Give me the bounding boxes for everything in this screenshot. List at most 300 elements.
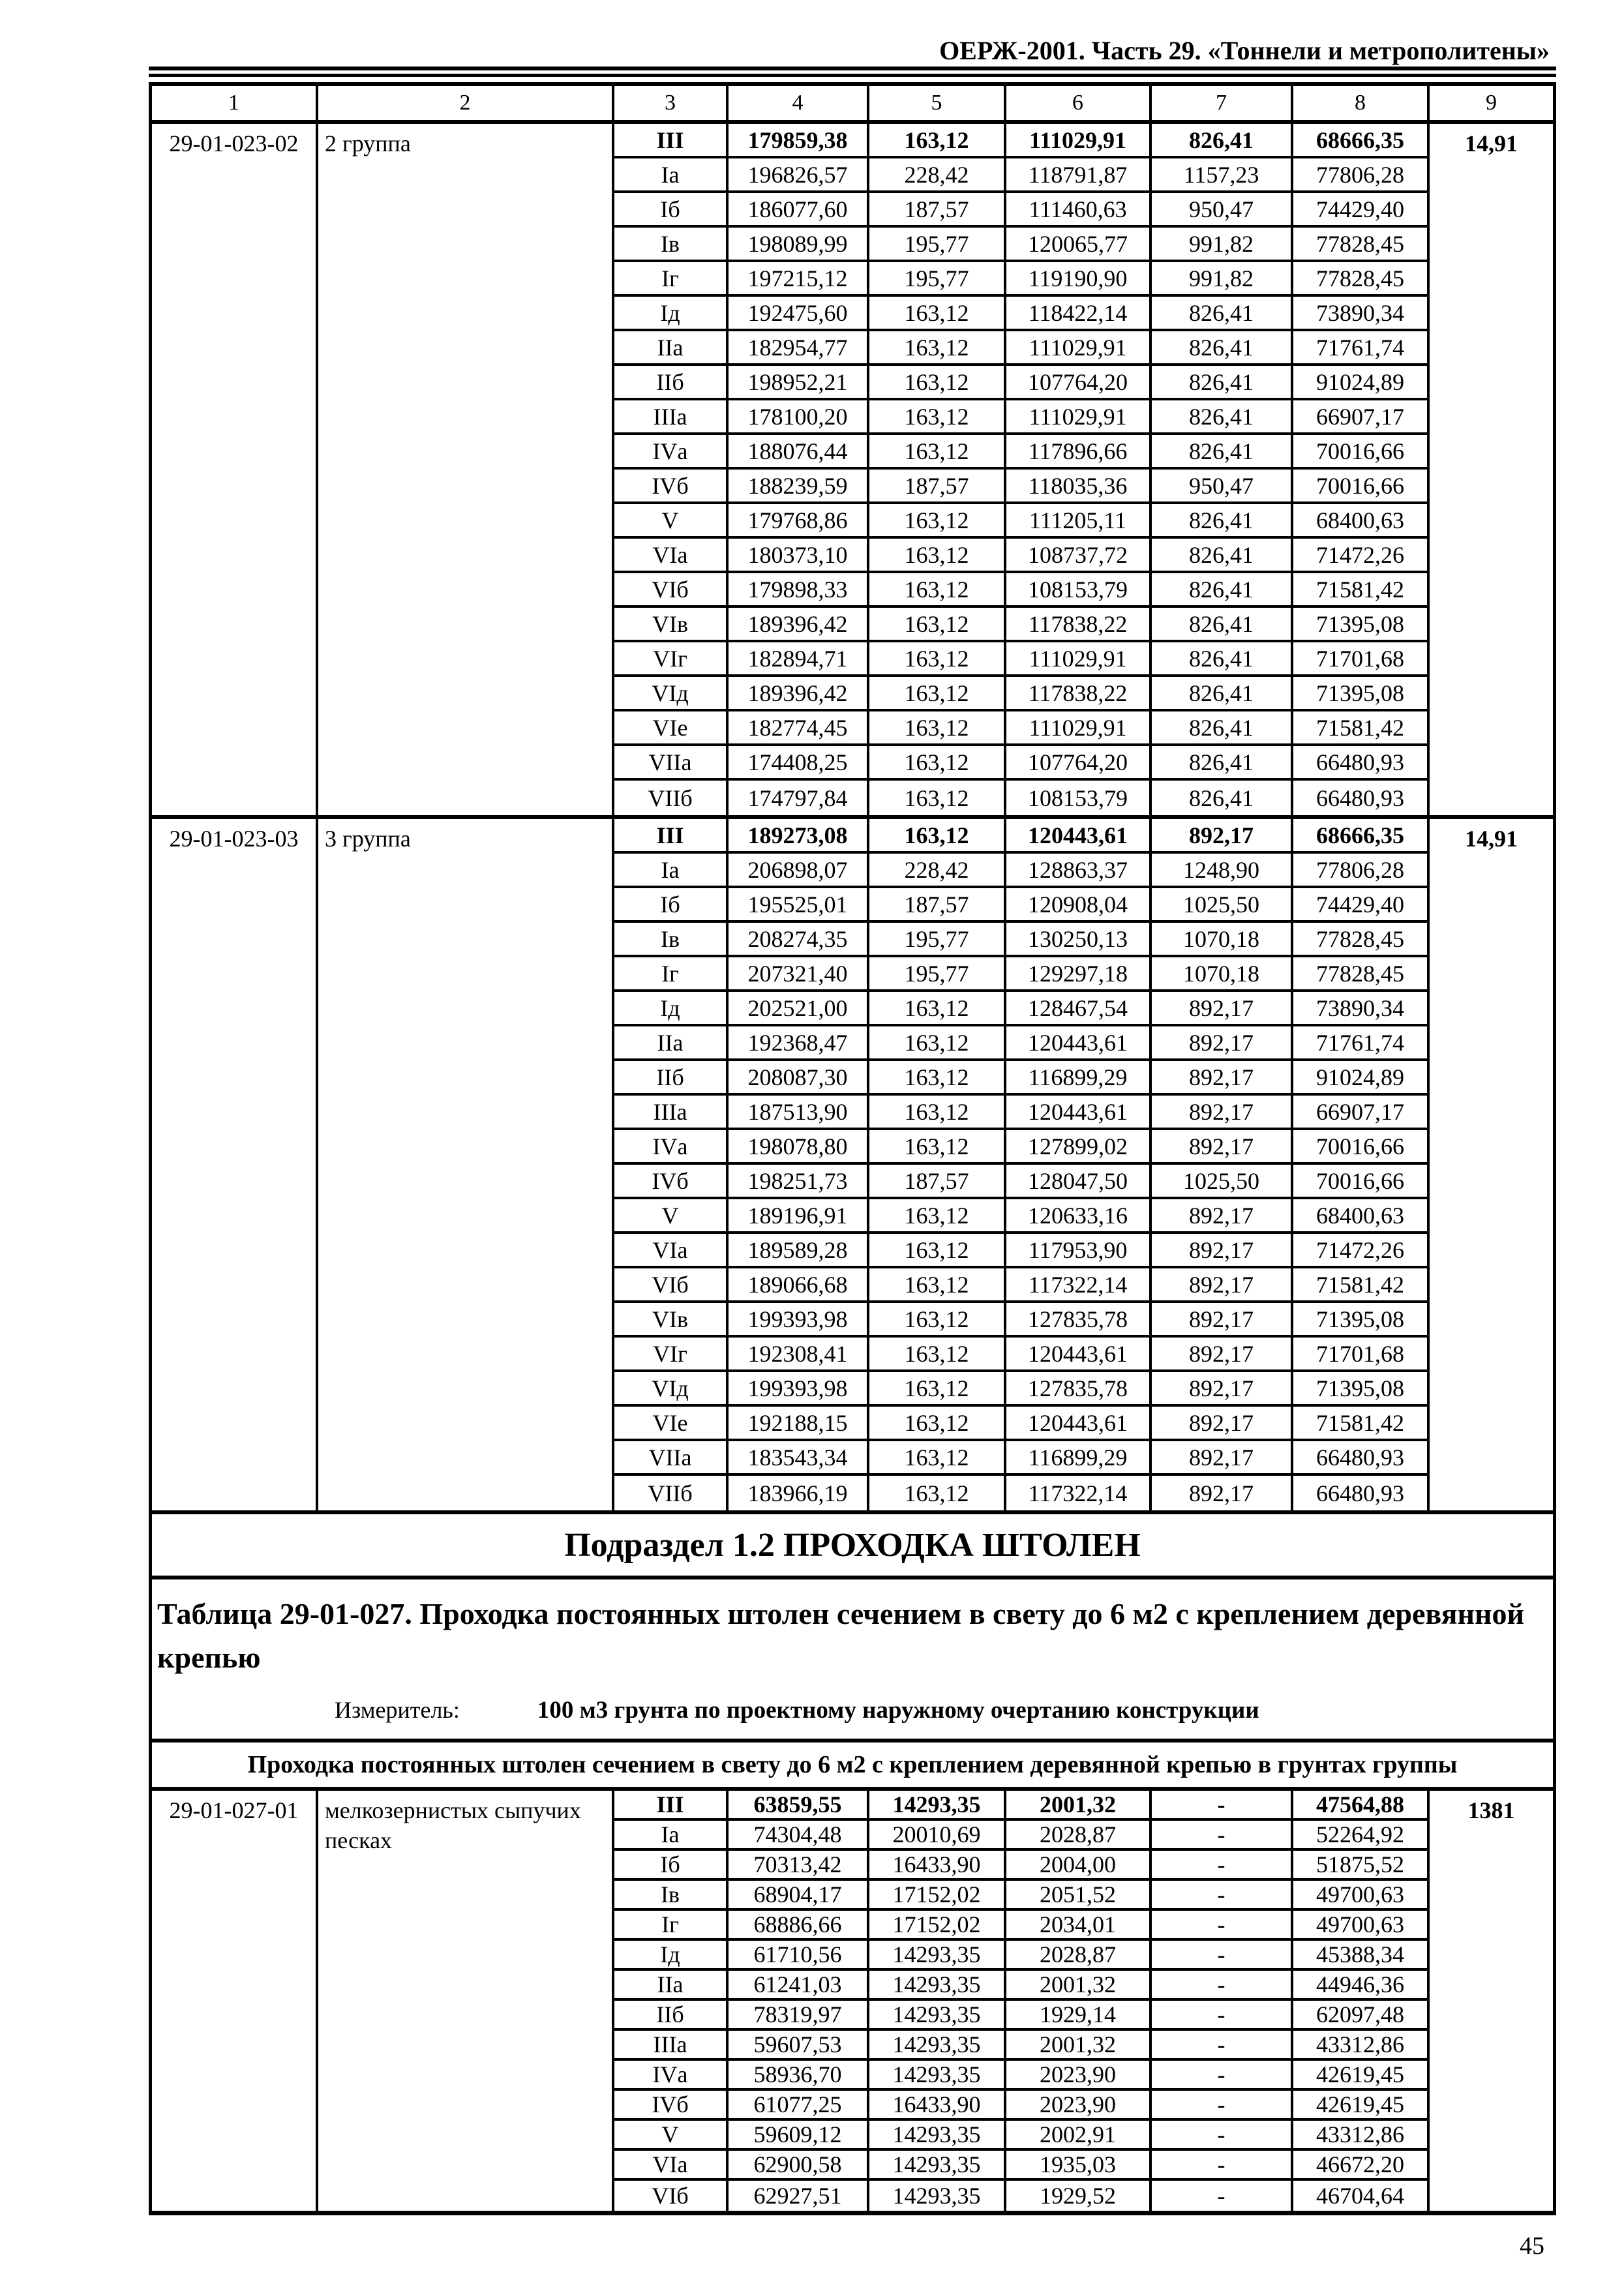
data-cell: 180373,10 [729,539,869,573]
data-cell: 187,57 [869,470,1006,504]
data-cell: 2028,87 [1006,1821,1152,1851]
column-header: 3 [614,86,729,120]
data-cell: 163,12 [869,746,1006,781]
data-cell: 179768,86 [729,504,869,539]
data-cell: IIб [614,366,729,400]
rate-block-29-01-027-01 [152,1791,1553,2211]
data-cell: 163,12 [869,1372,1006,1407]
data-cell: 59609,12 [729,2121,869,2151]
rate-block-29-01-023-03 [152,819,1553,1514]
data-cell: Iв [614,228,729,262]
data-cell: - [1152,2181,1293,2211]
data-cell: 189396,42 [729,608,869,642]
data-cell: 228,42 [869,854,1006,888]
data-cell: IVа [614,435,729,470]
data-cell: 66907,17 [1293,1096,1430,1130]
column-header-row [152,86,1553,124]
data-cell: - [1152,1851,1293,1881]
rate-description: мелкозернистых сыпучих песках [318,1791,614,2211]
rate-code: 29-01-023-03 [152,819,318,1510]
data-cell: 826,41 [1152,400,1293,435]
data-cell: 892,17 [1152,1338,1293,1372]
data-cell: III [614,1791,729,1821]
data-cell: 127899,02 [1006,1130,1152,1165]
data-cell: 189589,28 [729,1234,869,1268]
data-cell: 107764,20 [1006,366,1152,400]
data-cell: 111029,91 [1006,331,1152,366]
data-cell: 892,17 [1152,1441,1293,1476]
column-header: 2 [318,86,614,120]
data-cell: IIа [614,1026,729,1061]
data-cell: 120443,61 [1006,1026,1152,1061]
column-header: 4 [729,86,869,120]
data-cell: 61710,56 [729,1941,869,1971]
data-cell: 207321,40 [729,957,869,992]
data-cell: 14293,35 [869,2121,1006,2151]
rate-description: 2 группа [318,124,614,815]
data-cell: 16433,90 [869,1851,1006,1881]
data-cell: VIа [614,539,729,573]
data-cell: 77806,28 [1293,854,1430,888]
data-cell: 163,12 [869,1338,1006,1372]
data-cell: 163,12 [869,1407,1006,1441]
data-cell: 187,57 [869,193,1006,228]
data-cell: 117953,90 [1006,1234,1152,1268]
data-cell: 826,41 [1152,539,1293,573]
data-cell: IIIа [614,1096,729,1130]
data-cell: 130250,13 [1006,923,1152,957]
data-cell: 163,12 [869,1234,1006,1268]
data-cell: 17152,02 [869,1911,1006,1941]
data-cell: 892,17 [1152,1303,1293,1338]
data-cell: 44946,36 [1293,1971,1430,2001]
data-cell: 182774,45 [729,711,869,746]
data-cell: 17152,02 [869,1881,1006,1911]
data-cell: 182954,77 [729,331,869,366]
data-cell: 195,77 [869,923,1006,957]
data-cell: - [1152,1821,1293,1851]
data-cell: 1929,52 [1006,2181,1152,2211]
data-cell: 174408,25 [729,746,869,781]
data-cell: 183543,34 [729,1441,869,1476]
data-cell: 61241,03 [729,1971,869,2001]
data-cell: - [1152,1971,1293,2001]
data-cell: 826,41 [1152,331,1293,366]
data-cell: 163,12 [869,642,1006,677]
data-cell: 892,17 [1152,992,1293,1026]
data-cell: 1070,18 [1152,923,1293,957]
data-cell: 198089,99 [729,228,869,262]
data-cell: - [1152,1911,1293,1941]
data-cell: 2001,32 [1006,1791,1152,1821]
data-cell: 116899,29 [1006,1441,1152,1476]
data-cell: 950,47 [1152,470,1293,504]
data-cell: 826,41 [1152,124,1293,158]
column-header: 9 [1486,91,1497,115]
data-cell: 186077,60 [729,193,869,228]
data-cell: 68886,66 [729,1911,869,1941]
data-cell: - [1152,2151,1293,2181]
data-cell: 120908,04 [1006,888,1152,923]
data-cell: 108153,79 [1006,573,1152,608]
data-cell: - [1152,2091,1293,2121]
data-cell: 117322,14 [1006,1268,1152,1303]
data-cell: 163,12 [869,781,1006,815]
data-cell: 163,12 [869,435,1006,470]
data-cell: 117322,14 [1006,1476,1152,1510]
measure-value: 100 м3 грунта по проектному наружному очертанию конструкции [537,1697,1259,1724]
data-cell: 826,41 [1152,781,1293,815]
column-header: 7 [1152,86,1293,120]
table-title: Таблица 29-01-027. Проходка постоянных штолен сечением в свету до 6 м2 с креплением деревянной крепью [157,1597,1525,1674]
data-cell: 118035,36 [1006,470,1152,504]
data-cell: 199393,98 [729,1372,869,1407]
data-cell: 77806,28 [1293,158,1430,193]
rate-code: 29-01-027-01 [152,1791,318,2211]
data-cell: 2023,90 [1006,2061,1152,2091]
data-cell: Iб [614,1851,729,1881]
data-cell: 192475,60 [729,297,869,331]
data-cell: 892,17 [1152,819,1293,854]
data-cell: 198078,80 [729,1130,869,1165]
data-cell: 228,42 [869,158,1006,193]
data-cell: 197215,12 [729,262,869,297]
rule-line [149,67,1556,70]
data-cell: 120443,61 [1006,819,1152,854]
data-cell: 163,12 [869,573,1006,608]
data-cell: 117838,22 [1006,608,1152,642]
data-cell: VIа [614,1234,729,1268]
data-cell: 111029,91 [1006,711,1152,746]
data-cell: 198251,73 [729,1165,869,1199]
measure-label: Измеритель: [335,1697,460,1724]
data-cell: 111029,91 [1006,642,1152,677]
data-cell: 163,12 [869,539,1006,573]
data-cell: 68666,35 [1293,819,1430,854]
data-cell: 163,12 [869,331,1006,366]
data-cell: - [1152,1791,1293,1821]
data-cell: 120443,61 [1006,1407,1152,1441]
data-cell: 45388,34 [1293,1941,1430,1971]
data-cell: 187,57 [869,888,1006,923]
data-cell: 119190,90 [1006,262,1152,297]
data-cell: VIб [614,1268,729,1303]
data-cell: 189273,08 [729,819,869,854]
data-cell: 91024,89 [1293,366,1430,400]
data-cell: 192308,41 [729,1338,869,1372]
data-cell: 892,17 [1152,1199,1293,1234]
rule-line [149,74,1556,77]
data-cell: IIб [614,2001,729,2031]
data-cell: IIIа [614,2031,729,2061]
data-cell: 62097,48 [1293,2001,1430,2031]
data-cell: 2028,87 [1006,1941,1152,1971]
data-cell: 163,12 [869,124,1006,158]
data-cell: VIв [614,1303,729,1338]
data-cell: 118422,14 [1006,297,1152,331]
data-cell: VIIа [614,1441,729,1476]
rate-block-29-01-023-02 [152,124,1553,819]
data-cell: 51875,52 [1293,1851,1430,1881]
data-cell: 2001,32 [1006,1971,1152,2001]
data-cell: 77828,45 [1293,923,1430,957]
data-cell: 189396,42 [729,677,869,711]
data-cell: III [614,124,729,158]
data-cell: 892,17 [1152,1268,1293,1303]
data-cell: Iг [614,957,729,992]
data-cell: - [1152,2121,1293,2151]
data-cell: 826,41 [1152,366,1293,400]
data-cell: 991,82 [1152,228,1293,262]
data-cell: 73890,34 [1293,992,1430,1026]
data-cell: 892,17 [1152,1372,1293,1407]
data-cell: 179859,38 [729,124,869,158]
data-cell: 187,57 [869,1165,1006,1199]
data-cell: Iв [614,1881,729,1911]
data-cell: 163,12 [869,297,1006,331]
data-cell: 163,12 [869,608,1006,642]
data-cell: 178100,20 [729,400,869,435]
data-cell: 68666,35 [1293,124,1430,158]
data-cell: 42619,45 [1293,2061,1430,2091]
data-cell: 2034,01 [1006,1911,1152,1941]
data-cell: 78319,97 [729,2001,869,2031]
data-cell: 174797,84 [729,781,869,815]
data-cell: 66480,93 [1293,781,1430,815]
data-cell: 68904,17 [729,1881,869,1911]
data-cell: 202521,00 [729,992,869,1026]
data-cell: Iг [614,262,729,297]
data-cell: 892,17 [1152,1130,1293,1165]
data-cell: 74429,40 [1293,193,1430,228]
data-cell: 120443,61 [1006,1096,1152,1130]
data-cell: IVб [614,470,729,504]
data-cell: 892,17 [1152,1026,1293,1061]
data-cell: 16433,90 [869,2091,1006,2121]
data-cell: 991,82 [1152,262,1293,297]
data-cell: 195,77 [869,228,1006,262]
data-cell: IVа [614,2061,729,2091]
data-cell: 183966,19 [729,1476,869,1510]
data-cell: 1157,23 [1152,158,1293,193]
data-cell: 950,47 [1152,193,1293,228]
header-rule [149,67,1556,77]
data-cell: 66907,17 [1293,400,1430,435]
data-cell: V [614,2121,729,2151]
data-cell: 199393,98 [729,1303,869,1338]
data-cell: 42619,45 [1293,2091,1430,2121]
data-cell: IVб [614,1165,729,1199]
data-cell: 66480,93 [1293,1441,1430,1476]
data-cell: 826,41 [1152,711,1293,746]
measure-line [157,1696,1546,1724]
data-cell: 1248,90 [1152,854,1293,888]
data-cell: 71395,08 [1293,677,1430,711]
data-cell: 74304,48 [729,1821,869,1851]
data-cell: 192188,15 [729,1407,869,1441]
data-cell: 108737,72 [1006,539,1152,573]
data-cell: 127835,78 [1006,1372,1152,1407]
data-cell: 196826,57 [729,158,869,193]
data-cell: 66480,93 [1293,1476,1430,1510]
data-cell: 163,12 [869,1096,1006,1130]
column-header: 5 [869,86,1006,120]
data-cell: 71581,42 [1293,1407,1430,1441]
rate-code: 29-01-023-02 [152,124,318,815]
data-cell: 43312,86 [1293,2121,1430,2151]
data-cell: Iд [614,297,729,331]
data-cell: 163,12 [869,1268,1006,1303]
data-cell: 1025,50 [1152,1165,1293,1199]
data-cell: 1070,18 [1152,957,1293,992]
data-cell: VIд [614,1372,729,1407]
data-cell: 120633,16 [1006,1199,1152,1234]
data-cell: 77828,45 [1293,228,1430,262]
data-cell: 58936,70 [729,2061,869,2091]
data-cell: 71761,74 [1293,1026,1430,1061]
data-cell: 163,12 [869,819,1006,854]
data-cell: 71761,74 [1293,331,1430,366]
document-header: ОЕРЖ-2001. Часть 29. «Тоннели и метрополитены» [939,36,1550,65]
data-cell: 826,41 [1152,642,1293,677]
data-cell: 826,41 [1152,677,1293,711]
data-cell: 826,41 [1152,297,1293,331]
data-cell: 14293,35 [869,1791,1006,1821]
data-cell: - [1152,1941,1293,1971]
data-cell: 163,12 [869,1303,1006,1338]
data-cell: 163,12 [869,504,1006,539]
data-cell: 826,41 [1152,435,1293,470]
data-cell: 52264,92 [1293,1821,1430,1851]
col9-value: 1381 [1467,1797,1515,1824]
data-cell: IIа [614,1971,729,2001]
data-cell: 892,17 [1152,1476,1293,1510]
data-cell: 14293,35 [869,2061,1006,2091]
data-cell: VIб [614,573,729,608]
data-cell: 188076,44 [729,435,869,470]
subsection-heading: Подраздел 1.2 ПРОХОДКА ШТОЛЕН [152,1514,1553,1579]
data-cell: 71395,08 [1293,1303,1430,1338]
data-cell: V [614,504,729,539]
data-cell: Iв [614,923,729,957]
data-cell: 66480,93 [1293,746,1430,781]
data-cell: 189066,68 [729,1268,869,1303]
column-header: 8 [1293,86,1430,120]
data-cell: VIе [614,711,729,746]
data-cell: 111029,91 [1006,400,1152,435]
data-cell: 68400,63 [1293,504,1430,539]
data-cell: 2002,91 [1006,2121,1152,2151]
data-cell: - [1152,1881,1293,1911]
data-cell: VIе [614,1407,729,1441]
data-cell: 111460,63 [1006,193,1152,228]
column-header: 1 [152,86,318,120]
data-cell: Iг [614,1911,729,1941]
data-cell: 77828,45 [1293,957,1430,992]
data-cell: 73890,34 [1293,297,1430,331]
data-cell: 14293,35 [869,2151,1006,2181]
data-cell: 163,12 [869,677,1006,711]
data-cell: 68400,63 [1293,1199,1430,1234]
data-cell: 71581,42 [1293,1268,1430,1303]
data-cell: 892,17 [1152,1061,1293,1096]
data-cell: III [614,819,729,854]
data-cell: 118791,87 [1006,158,1152,193]
data-cell: 71472,26 [1293,539,1430,573]
data-cell: 71701,68 [1293,642,1430,677]
data-cell: Iа [614,854,729,888]
data-cell: 117838,22 [1006,677,1152,711]
data-cell: 117896,66 [1006,435,1152,470]
data-cell: 116899,29 [1006,1061,1152,1096]
data-cell: 71472,26 [1293,1234,1430,1268]
group-note: Проходка постоянных штолен сечением в свету до 6 м2 с креплением деревянной крепью в грунтах группы [152,1743,1553,1791]
data-cell: V [614,1199,729,1234]
data-cell: 187513,90 [729,1096,869,1130]
data-cell: 208087,30 [729,1061,869,1096]
data-cell: 179898,33 [729,573,869,608]
data-cell: 61077,25 [729,2091,869,2121]
data-cell: 892,17 [1152,1407,1293,1441]
data-cell: 188239,59 [729,470,869,504]
data-cell: 91024,89 [1293,1061,1430,1096]
data-cell: VIд [614,677,729,711]
column-header: 6 [1006,86,1152,120]
data-cell: 70016,66 [1293,1130,1430,1165]
data-cell: VIIа [614,746,729,781]
data-cell: 59607,53 [729,2031,869,2061]
data-cell: 826,41 [1152,573,1293,608]
data-cell: 206898,07 [729,854,869,888]
data-cell: - [1152,2061,1293,2091]
data-cell: 892,17 [1152,1096,1293,1130]
data-cell: 163,12 [869,711,1006,746]
data-cell: 2001,32 [1006,2031,1152,2061]
data-cell: 111029,91 [1006,124,1152,158]
data-cell: Iд [614,992,729,1026]
data-cell: 71581,42 [1293,711,1430,746]
data-cell: 49700,63 [1293,1911,1430,1941]
data-cell: 14293,35 [869,1941,1006,1971]
data-cell: 127835,78 [1006,1303,1152,1338]
data-cell: 182894,71 [729,642,869,677]
data-cell: 163,12 [869,1061,1006,1096]
data-cell: 70016,66 [1293,435,1430,470]
data-cell: 108153,79 [1006,781,1152,815]
data-cell: 1935,03 [1006,2151,1152,2181]
data-cell: 14293,35 [869,2031,1006,2061]
data-cell: 195525,01 [729,888,869,923]
data-cell: VIг [614,1338,729,1372]
data-cell: 128467,54 [1006,992,1152,1026]
data-cell: 892,17 [1152,1234,1293,1268]
data-cell: 163,12 [869,366,1006,400]
data-cell: 63859,55 [729,1791,869,1821]
data-cell: 826,41 [1152,504,1293,539]
rate-description: 3 группа [318,819,614,1510]
data-cell: 111205,11 [1006,504,1152,539]
data-cell: IVа [614,1130,729,1165]
data-cell: 71395,08 [1293,1372,1430,1407]
data-cell: IIа [614,331,729,366]
data-cell: 2004,00 [1006,1851,1152,1881]
data-cell: - [1152,2031,1293,2061]
data-cell: 198952,21 [729,366,869,400]
data-cell: 46672,20 [1293,2151,1430,2181]
data-cell: 71701,68 [1293,1338,1430,1372]
data-cell: 163,12 [869,1199,1006,1234]
data-cell: 70016,66 [1293,1165,1430,1199]
